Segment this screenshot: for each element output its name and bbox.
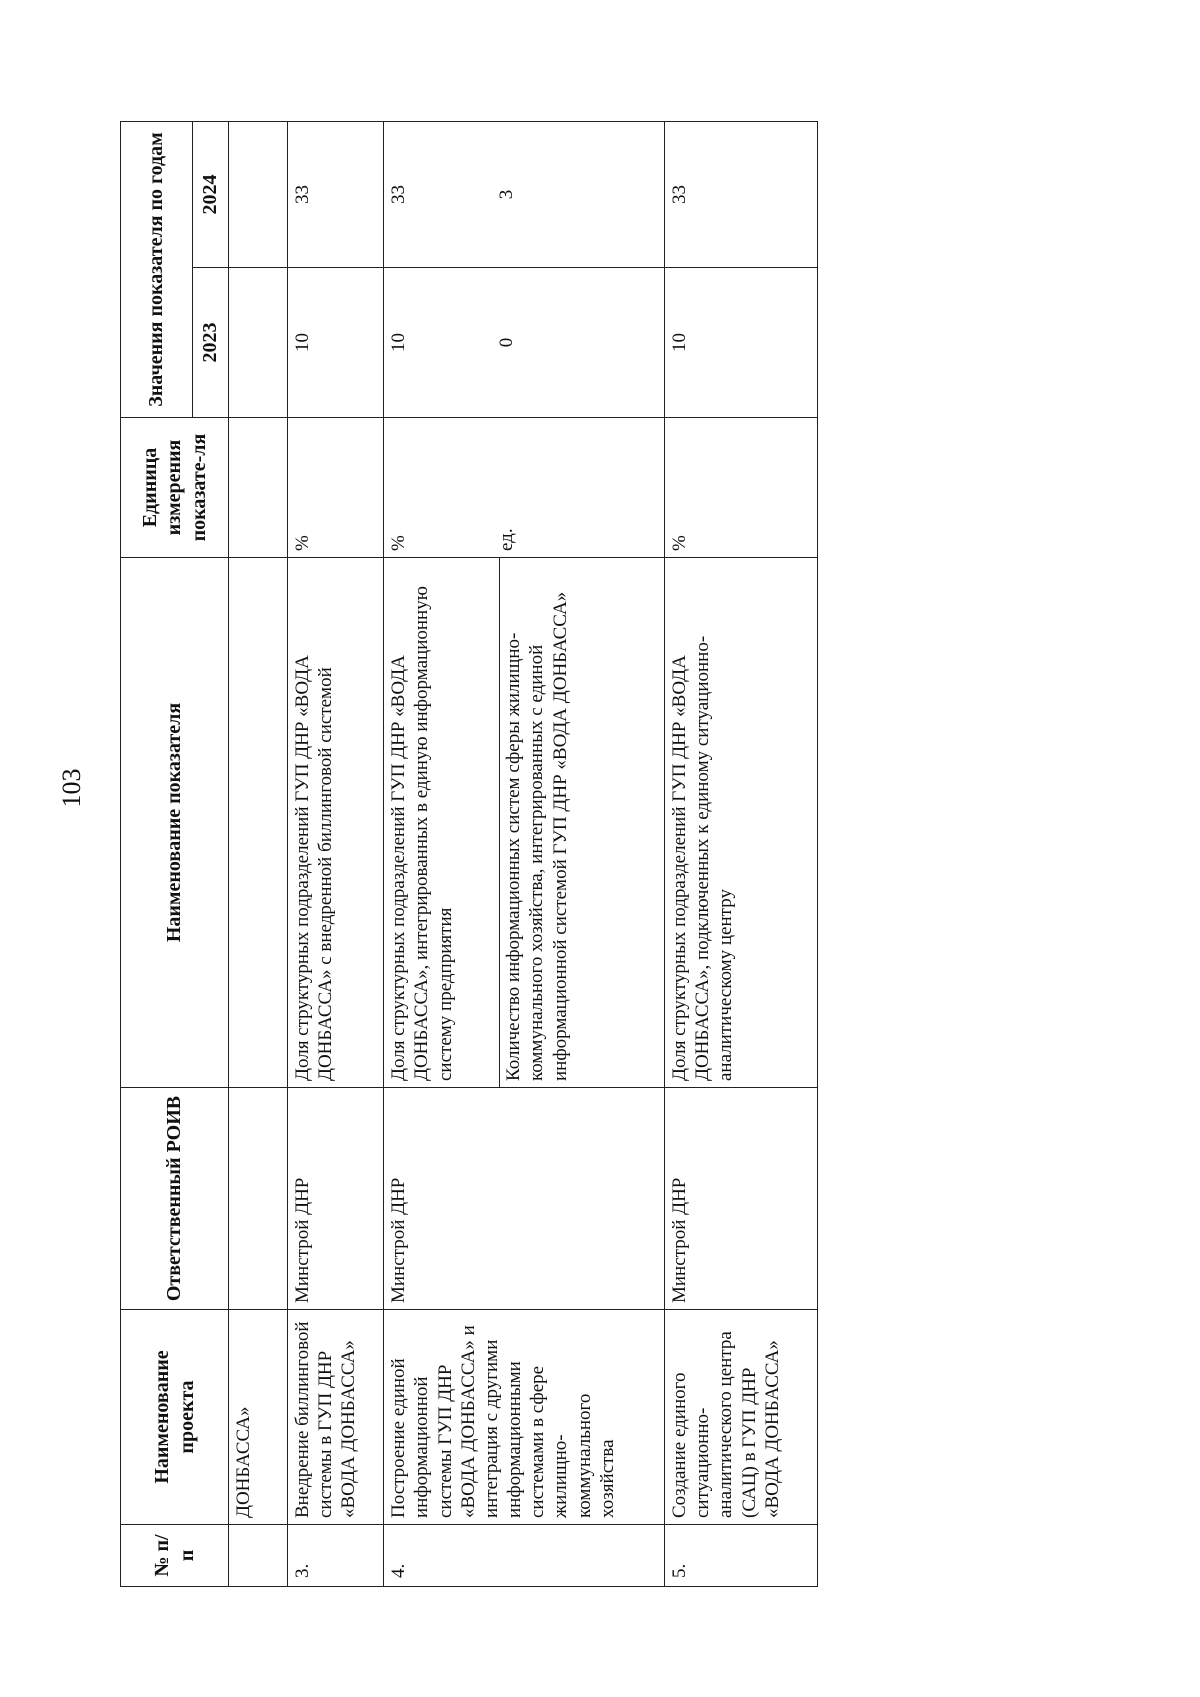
row-value-2024 [229, 122, 288, 268]
table-row [384, 122, 665, 1587]
header-year-2023: 2023 [193, 268, 229, 418]
row-indicator: Доля структурных подразделений ГУП ДНР «ВОДА ДОНБАССА» с внедренной биллинговой системой [287, 558, 383, 1088]
row-project: Построение единой информационной системы ГУП ДНР «ВОДА ДОНБАССА» и интеграция с другими информационными системами в сфере жилищно-коммунального хозяйства [384, 1310, 665, 1525]
row-unit: % [665, 418, 818, 558]
row-num: 3. [287, 1525, 383, 1587]
row-value-2023: 10 [287, 268, 383, 418]
row-unit [384, 418, 665, 558]
row-roiv [229, 1088, 288, 1310]
row-value-2023 [229, 268, 288, 418]
page-number: 103 [57, 768, 86, 808]
table-row [665, 122, 818, 1587]
row-indicator-a: Доля структурных подразделений ГУП ДНР «ВОДА ДОНБАССА», интегрированных в единую информационную систему предприятия [388, 586, 456, 1081]
table-row [287, 122, 383, 1587]
row-num: 5. [665, 1525, 818, 1587]
header-unit: Единица измерения показате-ля [121, 418, 229, 558]
row-project: Создание единого ситуационно-аналитического центра (САЦ) в ГУП ДНР «ВОДА ДОНБАССА» [665, 1310, 818, 1525]
row-value-2024 [384, 122, 665, 268]
row-roiv: Минстрой ДНР [384, 1088, 665, 1310]
row-indicator-b: Количество информационных систем сферы жилищно-коммунального хозяйства, интегрированных с единой информационной системой ГУП ДНР «ВОДА ДОНБАССА» [499, 558, 572, 1087]
row-num [229, 1525, 288, 1587]
row-project: ДОНБАССА» [229, 1310, 288, 1525]
header-year-2024: 2024 [193, 122, 229, 268]
row-value-2024: 33 [665, 122, 818, 268]
row-indicator: Доля структурных подразделений ГУП ДНР «ВОДА ДОНБАССА», подключенных к единому ситуационно-аналитическому центру [665, 558, 818, 1088]
row-indicator [229, 558, 288, 1088]
row-value-2023: 10 [665, 268, 818, 418]
row-project: Внедрение биллинговой системы в ГУП ДНР «ВОДА ДОНБАССА» [287, 1310, 383, 1525]
header-num: № п/п [121, 1525, 229, 1587]
row-value-2024-a: 33 [388, 185, 410, 204]
row-unit-a: % [388, 535, 410, 551]
row-indicator [384, 558, 665, 1088]
row-unit: % [287, 418, 383, 558]
row-roiv: Минстрой ДНР [287, 1088, 383, 1310]
row-unit-b: ед. [496, 528, 518, 551]
indicator-table [120, 121, 818, 1587]
header-project: Наименование проекта [121, 1310, 229, 1525]
indicator-table-rotated [120, 122, 818, 1587]
row-value-2024: 33 [287, 122, 383, 268]
table-row [229, 122, 288, 1587]
row-value-2023 [384, 268, 665, 418]
row-unit [229, 418, 288, 558]
header-values: Значения показателя по годам [121, 122, 193, 418]
row-value-2023-a: 10 [388, 333, 410, 352]
row-num: 4. [384, 1525, 665, 1587]
row-value-2024-b: 3 [496, 189, 518, 200]
row-value-2023-b: 0 [496, 337, 518, 348]
header-indicator: Наименование показателя [121, 558, 229, 1088]
row-roiv: Минстрой ДНР [665, 1088, 818, 1310]
header-roiv: Ответственный РОИВ [121, 1088, 229, 1310]
